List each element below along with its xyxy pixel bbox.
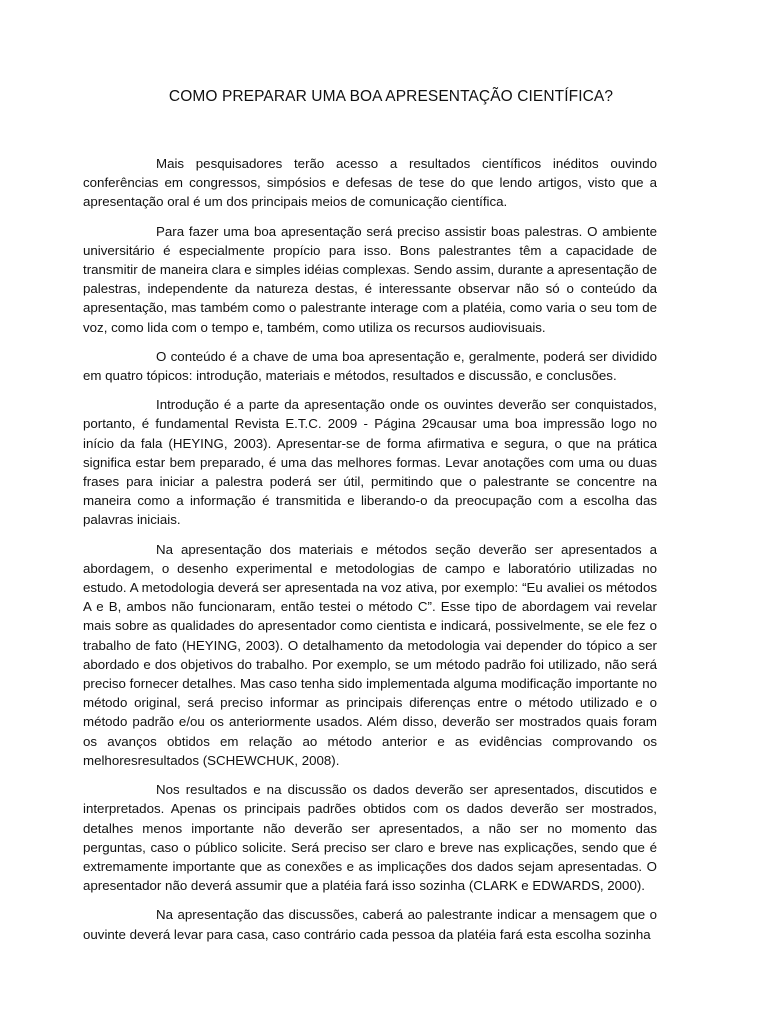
paragraph: Introdução é a parte da apresentação onde os ouvintes deverão ser conquistados, portanto, é fundamental Revista E.T.C. 2009 - Página 29causar uma boa impressão logo no início da fala (HEYING, 2003). Apresentar-se de forma afirmativa e segura, o que na prática significa estar bem preparado, é uma das melhores formas. Levar anotações com uma ou duas frases para iniciar a palestra poderá ser útil, permitindo que o palestrante se concentre na maneira como a informação é transmitida e liberando-o da preocupação com a escolha das palavras iniciais. bbox=[83, 397, 657, 528]
paragraph: Mais pesquisadores terão acesso a resultados científicos inéditos ouvindo conferências em congressos, simpósios e defesas de tese do que lendo artigos, visto que a apresentação oral é um dos principais meios de comunicação científica. bbox=[83, 156, 657, 210]
paragraph: Nos resultados e na discussão os dados deverão ser apresentados, discutidos e interpretados. Apenas os principais padrões obtidos com os dados deverão ser mostrados, detalhes menos importante não deverão ser apresentados, a não ser no momento das perguntas, caso o público solicite. Será preciso ser claro e breve nas explicações, sendo que é extremamente importante que as conexões e as implicações dos dados sejam apresentadas. O apresentador não deverá assumir que a platéia fará isso sozinha (CLARK e EDWARDS, 2000). bbox=[83, 782, 657, 894]
paragraph: Na apresentação dos materiais e métodos seção deverão ser apresentados a abordagem, o desenho experimental e metodologias de campo e laboratório utilizadas no estudo. A metodologia deverá ser apresentada na voz ativa, por exemplo: “Eu avaliei os métodos A e B, ambos não funcionaram, então testei o método C”. Esse tipo de abordagem vai revelar mais sobre as qualidades do apresentador como cientista e indicará, possivelmente, se ele fez o trabalho de fato (HEYING, 2003). O detalhamento da metodologia vai depender do tópico a ser abordado e dos objetivos do trabalho. Por exemplo, se um método padrão foi utilizado, não será preciso fornecer detalhes. Mas caso tenha sido implementada alguma modificação importante no método original, será preciso informar as principais diferenças entre o método utilizado e o método padrão e/ou os anteriormente usados. Além disso, deverão ser mostrados quais foram os avanços obtidos em relação ao método anterior e as evidências comprovando os melhoresresultados (SCHEWCHUK, 2008). bbox=[83, 541, 657, 768]
paragraph: O conteúdo é a chave de uma boa apresentação e, geralmente, poderá ser dividido em quatro tópicos: introdução, materiais e métodos, resultados e discussão, e conclusões. bbox=[83, 348, 657, 384]
paragraph: Na apresentação das discussões, caberá ao palestrante indicar a mensagem que o ouvinte deverá levar para casa, caso contrário cada pessoa da platéia fará esta escolha sozinha bbox=[83, 907, 657, 942]
document-body bbox=[83, 154, 657, 944]
paragraph: Para fazer uma boa apresentação será preciso assistir boas palestras. O ambiente universitário é especialmente propício para isso. Bons palestrantes têm a capacidade de transmitir de maneira clara e simples idéias complexas. Sendo assim, durante a apresentação de palestras, independente da natureza destas, é interessante observar não só o conteúdo da apresentação, mas também como o palestrante interage com a platéia, como varia o seu tom de voz, como lida com o tempo e, também, como utiliza os recursos audiovisuais. bbox=[83, 223, 657, 335]
document-page bbox=[83, 0, 657, 1024]
document-title: COMO PREPARAR UMA BOA APRESENTAÇÃO CIENTÍFICA? bbox=[168, 88, 614, 105]
